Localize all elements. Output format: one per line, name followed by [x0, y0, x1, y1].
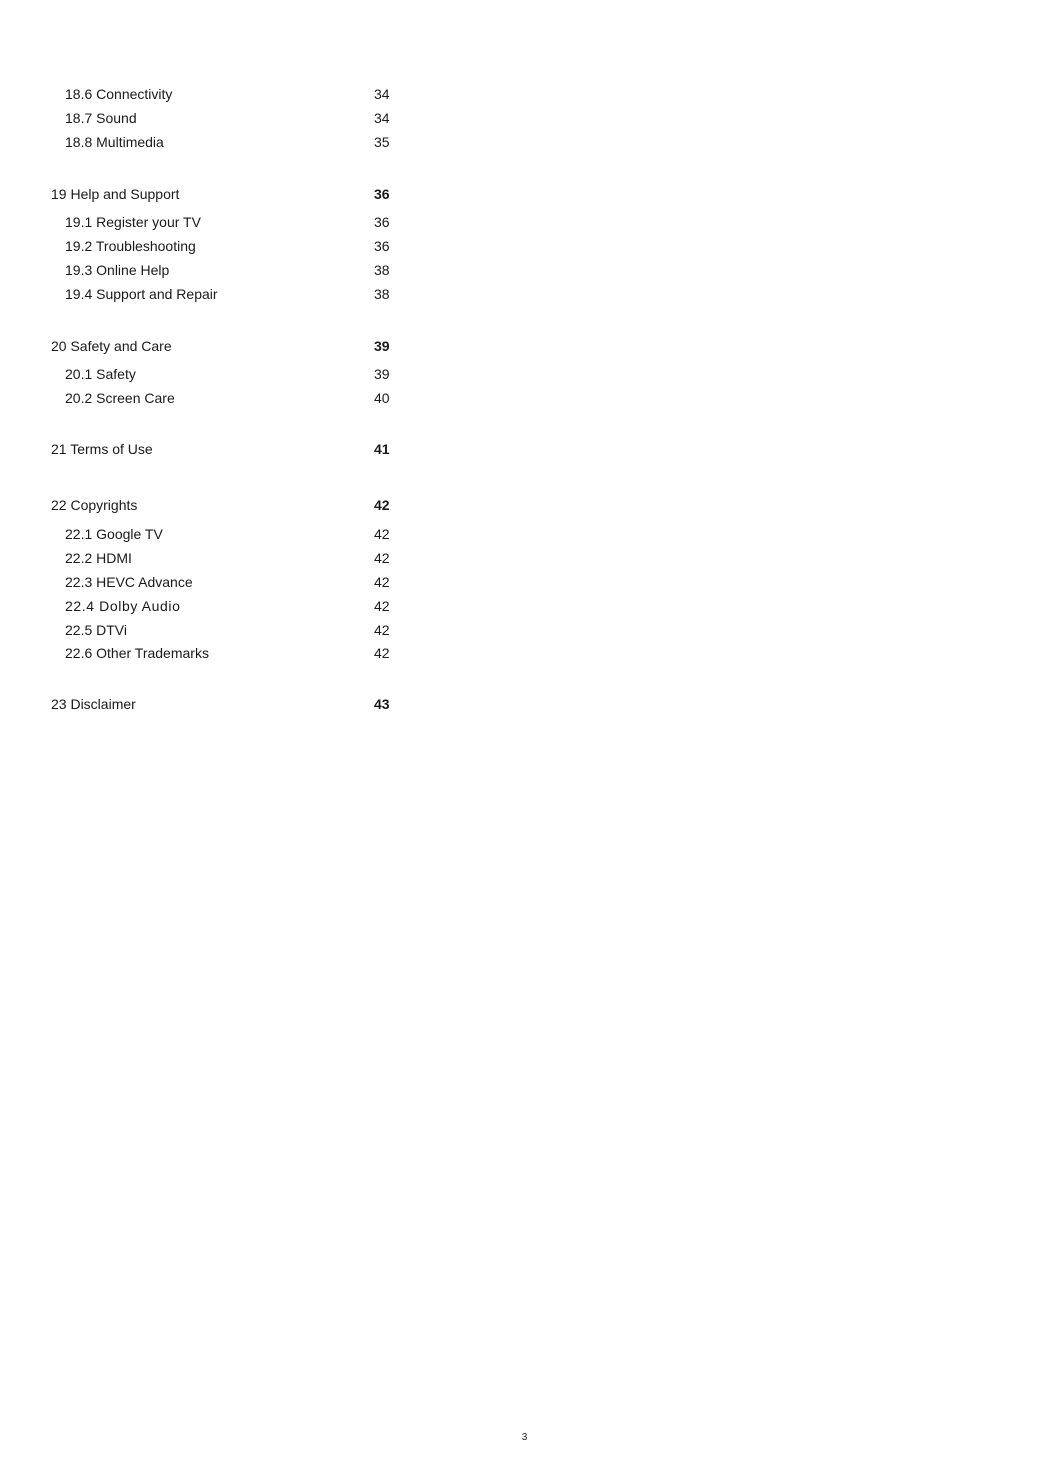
toc-entry-page: 34	[374, 110, 390, 126]
toc-entry-18-8[interactable]	[0, 131, 420, 153]
toc-entry-19-3[interactable]	[0, 259, 420, 281]
toc-section-page: 43	[374, 696, 390, 712]
toc-section-page: 42	[374, 497, 390, 513]
toc-entry-22-4[interactable]	[0, 595, 420, 617]
toc-entry-19-2[interactable]	[0, 235, 420, 257]
toc-entry-label: 18.8 Multimedia	[65, 134, 164, 150]
toc-entry-page: 38	[374, 262, 390, 278]
toc-entry-20-2[interactable]	[0, 387, 420, 409]
toc-entry-label: 18.6 Connectivity	[65, 86, 173, 102]
toc-entry-page: 42	[374, 645, 390, 661]
page-number: 3	[521, 1432, 528, 1443]
toc-entry-label: 19.2 Troubleshooting	[65, 238, 196, 254]
toc-entry-page: 40	[374, 390, 390, 406]
toc-entry-label: 22.4 Dolby Audio	[65, 598, 181, 614]
toc-entry-label: 22.3 HEVC Advance	[65, 574, 193, 590]
toc-entry-label: 22.6 Other Trademarks	[65, 645, 209, 661]
toc-entry-19-4[interactable]	[0, 283, 420, 305]
toc-section-21[interactable]	[0, 438, 420, 460]
toc-section-page: 41	[374, 441, 390, 457]
toc-entry-22-2[interactable]	[0, 547, 420, 569]
toc-entry-22-6[interactable]	[0, 642, 420, 664]
toc-entry-label: 22.1 Google TV	[65, 526, 163, 542]
toc-entry-page: 42	[374, 622, 390, 638]
toc-entry-22-5[interactable]	[0, 619, 420, 641]
toc-section-label: 22 Copyrights	[51, 497, 138, 513]
toc-section-20[interactable]	[0, 335, 420, 357]
toc-entry-22-3[interactable]	[0, 571, 420, 593]
toc-entry-page: 39	[374, 366, 390, 382]
toc-section-label: 20 Safety and Care	[51, 338, 172, 354]
toc-section-page: 36	[374, 186, 390, 202]
toc-section-23[interactable]	[0, 693, 420, 715]
toc-entry-page: 36	[374, 238, 390, 254]
toc-entry-page: 36	[374, 214, 390, 230]
toc-entry-page: 34	[374, 86, 390, 102]
toc-entry-label: 19.1 Register your TV	[65, 214, 201, 230]
toc-entry-label: 20.2 Screen Care	[65, 390, 175, 406]
toc-entry-page: 42	[374, 550, 390, 566]
toc-entry-label: 19.3 Online Help	[65, 262, 170, 278]
toc-entry-label: 19.4 Support and Repair	[65, 286, 218, 302]
toc-entry-label: 20.1 Safety	[65, 366, 136, 382]
toc-section-label: 23 Disclaimer	[51, 696, 136, 712]
toc-entry-label: 22.5 DTVi	[65, 622, 127, 638]
toc-entry-page: 42	[374, 526, 390, 542]
toc-entry-22-1[interactable]	[0, 523, 420, 545]
toc-entry-18-6[interactable]	[0, 83, 420, 105]
toc-section-page: 39	[374, 338, 390, 354]
toc-section-label: 19 Help and Support	[51, 186, 180, 202]
toc-entry-label: 22.2 HDMI	[65, 550, 132, 566]
toc-entry-page: 35	[374, 134, 390, 150]
toc-section-19[interactable]	[0, 183, 420, 205]
toc-entry-page: 42	[374, 574, 390, 590]
toc-section-22[interactable]	[0, 494, 420, 516]
toc-entry-page: 38	[374, 286, 390, 302]
toc-entry-page: 42	[374, 598, 390, 614]
toc-entry-19-1[interactable]	[0, 211, 420, 233]
toc-entry-18-7[interactable]	[0, 107, 420, 129]
toc-entry-label: 18.7 Sound	[65, 110, 137, 126]
toc-entry-20-1[interactable]	[0, 363, 420, 385]
toc-section-label: 21 Terms of Use	[51, 441, 153, 457]
